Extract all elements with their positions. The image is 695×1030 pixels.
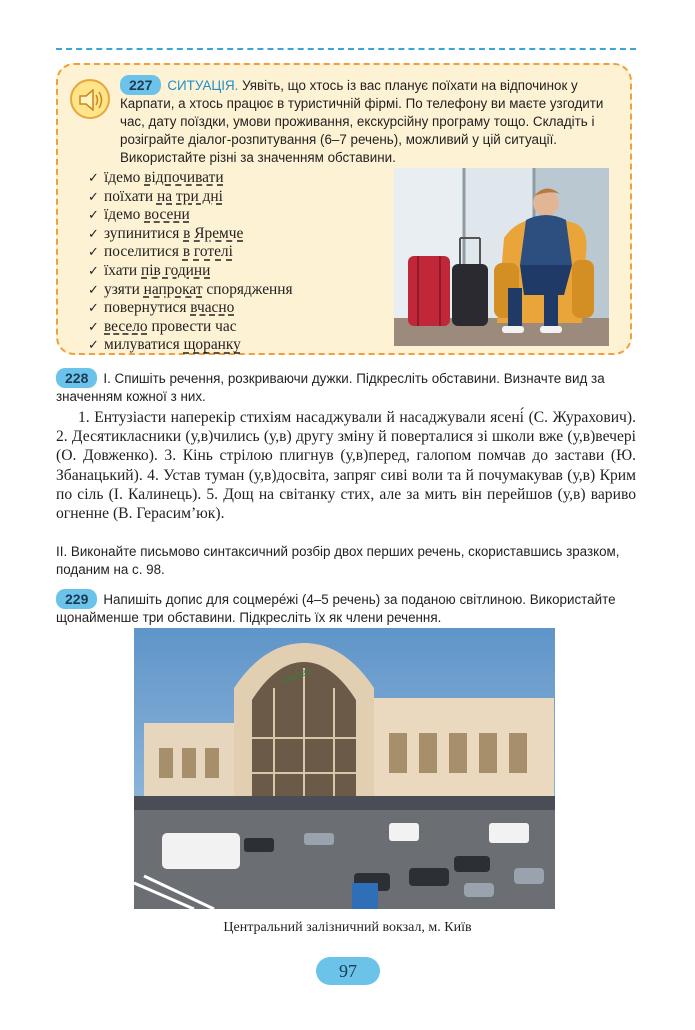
task-number-228: 228 xyxy=(56,368,97,388)
vocabulary-verb: милуватися xyxy=(104,336,184,354)
vocabulary-verb: повернутися xyxy=(104,299,191,317)
vocabulary-item xyxy=(88,281,293,300)
vocabulary-adverbial: весело xyxy=(104,317,148,335)
vocabulary-item xyxy=(88,336,293,355)
task-number-227: 227 xyxy=(120,75,161,95)
task-number-229: 229 xyxy=(56,589,97,609)
phone-call-photo xyxy=(394,168,609,346)
vocabulary-item xyxy=(88,318,293,337)
checkmark-icon: ✓ xyxy=(88,338,99,354)
vocabulary-verb: їхати xyxy=(104,261,142,279)
checkmark-icon: ✓ xyxy=(88,208,99,224)
checkmark-icon: ✓ xyxy=(88,189,99,205)
vocabulary-adverbial: в Яремче xyxy=(183,224,244,242)
checkmark-icon: ✓ xyxy=(88,282,99,298)
top-divider xyxy=(56,48,636,50)
vocabulary-verb: узяти xyxy=(104,280,144,298)
task-228-part-two: II. Виконайте письмово синтаксичний розбір двох перших речень, скориставшись зразком, поданим на с. 98. xyxy=(56,544,620,577)
situation-description: Уявіть, що хтось із вас планує поїхати на відпочинок у Карпати, а хтось працює в туристичній фірмі. По телефону ви маєте узгодити час, дату поїздки, умови проживання, екскурсійну програму тощо. Складіть і розіграйте діалог-розпитування (6–7 речень), можливий у цій ситуації. Використайте різні за значенням обставини. xyxy=(120,78,604,165)
vocabulary-list xyxy=(88,169,293,355)
vocabulary-item xyxy=(88,299,293,318)
railway-station-photo xyxy=(134,628,555,909)
vocabulary-adverbial: на три дні xyxy=(156,187,223,205)
vocabulary-adverbial: пів години xyxy=(141,261,211,279)
task-228-instruction-text: I. Спишіть речення, розкриваючи дужки. Підкресліть обставини. Визначте вид за значенням кожної з них. xyxy=(56,371,605,404)
vocabulary-verb: їдемо xyxy=(104,169,145,186)
checkmark-icon: ✓ xyxy=(88,263,99,279)
vocabulary-verb: поселитися xyxy=(104,243,183,261)
vocabulary-adverbial: вчасно xyxy=(190,299,235,317)
vocabulary-item xyxy=(88,225,293,244)
checkmark-icon: ✓ xyxy=(88,301,99,317)
vocabulary-verb: їдемо xyxy=(104,206,145,224)
checkmark-icon: ✓ xyxy=(88,319,99,335)
task-229-instruction-text: Напишіть допис для соцмере́жі (4–5 речень) за поданою світлиною. Використайте щонайменше три обставини. Підкресліть їх як члени речення. xyxy=(56,592,616,625)
task-229-instruction xyxy=(56,589,636,627)
vocabulary-adverbial: відпочивати xyxy=(144,169,224,186)
photo-caption: Центральний залізничний вокзал, м. Київ xyxy=(223,920,472,935)
situation-text xyxy=(120,75,624,167)
checkmark-icon: ✓ xyxy=(88,226,99,242)
task-228-instruction xyxy=(56,368,636,406)
vocabulary-adverbial: в готелі xyxy=(182,243,233,261)
speaker-icon[interactable] xyxy=(70,79,110,119)
task-228-body-text: 1. Ентузіасти наперекір стихіям насаджували й насаджували ясені́ (С. Журахович). 2. Десятикласники (у,в)чились (у,в) другу зміну й поверталися зі школи вже (у,в)вечері (О. Довженко). 3. Кінь стрілою плигнув (у,в)перед, галопом помчав до застави (Ю. Збанацький). 4. Устав туман (у,в)досвіта, запряг сиві воли та й почумакував (у,в) Крим по сіль (І. Калинець). 5. Дощ на світанку стих, але за мить він перейшов (у,в) вариво огненне (В. Герасим’юк). xyxy=(56,409,636,523)
vocabulary-item xyxy=(88,169,293,188)
situation-label: СИТУАЦІЯ. xyxy=(167,78,239,93)
task-228-sentences xyxy=(56,408,636,523)
checkmark-icon: ✓ xyxy=(88,171,99,186)
vocabulary-verb: зупинитися xyxy=(104,224,184,242)
station-sign: вокзал xyxy=(281,664,315,687)
situation-box xyxy=(56,63,632,355)
vocabulary-verb: поїхати xyxy=(104,187,157,205)
checkmark-icon: ✓ xyxy=(88,245,99,261)
vocabulary-adverbial: напрокат xyxy=(143,280,203,298)
vocabulary-item xyxy=(88,243,293,262)
vocabulary-rest: провести час xyxy=(147,317,237,335)
vocabulary-item xyxy=(88,188,293,207)
vocabulary-item xyxy=(88,206,293,225)
vocabulary-adverbial: щоранку xyxy=(183,336,241,354)
vocabulary-rest: спорядження xyxy=(202,280,293,298)
vocabulary-adverbial: восени xyxy=(144,206,190,224)
vocabulary-item xyxy=(88,262,293,281)
page-number: 97 xyxy=(316,957,380,985)
